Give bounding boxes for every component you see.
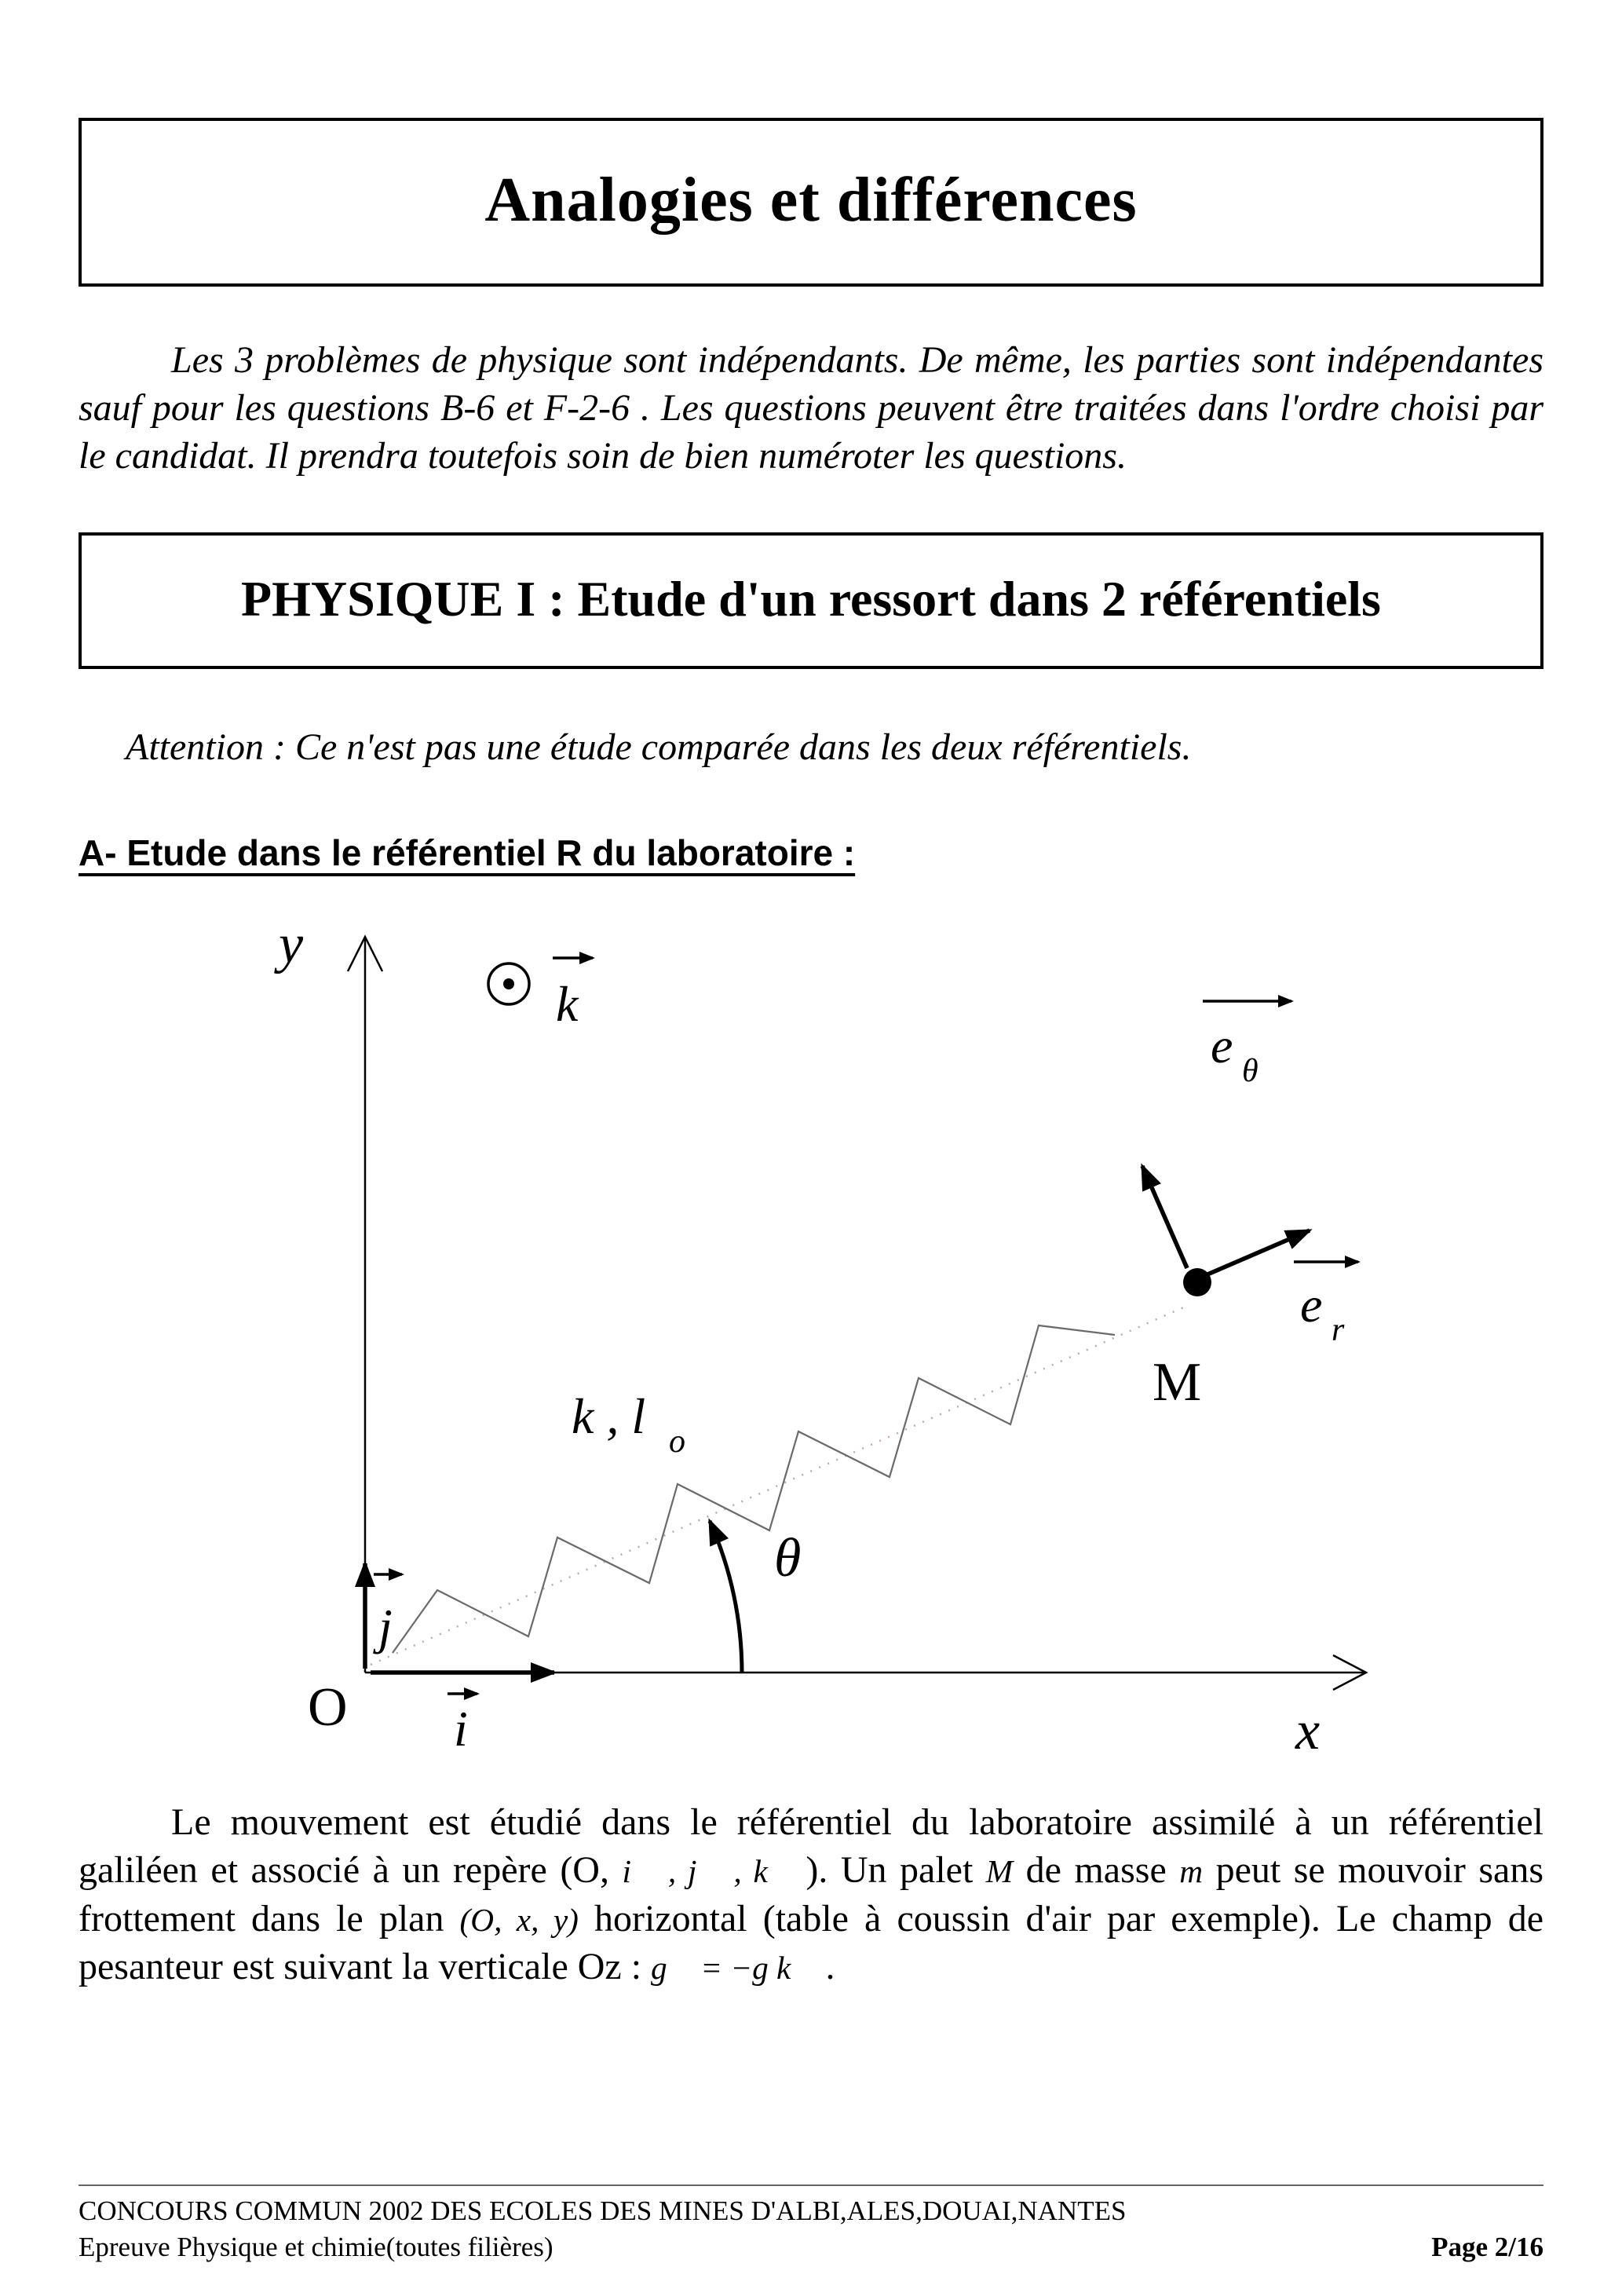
k-vector-label: k <box>556 975 579 1032</box>
gravity-math: g⃗ = −g k⃗ <box>651 1950 816 1987</box>
par-text-6: . <box>816 1946 835 1988</box>
spring-constant-label: k , l <box>572 1387 646 1444</box>
er-subscript: r <box>1332 1311 1345 1348</box>
description-paragraph <box>79 1798 1543 1991</box>
mass-symbol: M <box>985 1853 1014 1890</box>
etheta-vector <box>1142 1166 1187 1268</box>
mass-label: M <box>1153 1351 1202 1413</box>
etheta-subscript: θ <box>1242 1052 1259 1089</box>
spring-axis-dotted-line <box>371 1306 1187 1665</box>
spring <box>393 1325 1115 1653</box>
par-text-3: de masse <box>1013 1849 1180 1892</box>
page-footer <box>79 2184 1543 2263</box>
part-a-heading: A- Etude dans le référentiel R du laboratoire : <box>79 832 856 873</box>
spring-length-subscript: o <box>669 1423 685 1460</box>
par-text-4: peut se mouvoir sans frottement dans le plan <box>79 1849 1543 1940</box>
x-axis-label: x <box>1295 1700 1321 1761</box>
origin-label: O <box>308 1676 348 1738</box>
y-axis-label: y <box>279 913 304 974</box>
physics1-title: PHYSIQUE I : Etude d'un ressort dans 2 référentiels <box>241 570 1381 627</box>
diagram-canvas <box>79 891 1543 1794</box>
repere-math: i⃗ , j⃗ , k⃗ <box>622 1853 793 1890</box>
spring-diagram <box>79 891 1543 1798</box>
footer-row <box>79 2232 1543 2263</box>
etheta-label: e <box>1211 1017 1233 1073</box>
k-out-of-plane-dot <box>503 978 514 989</box>
main-title-box <box>79 118 1543 287</box>
footer-line1: CONCOURS COMMUN 2002 DES ECOLES DES MINES D'ALBI,ALES,DOUAI,NANTES <box>79 2195 1127 2226</box>
er-label: e <box>1300 1276 1323 1333</box>
par-text-5: horizontal (table à coussin d'air par exemple). Le champ de pesanteur est suivant la verticale Oz : <box>79 1897 1543 1988</box>
plane-math: (O, x, y) <box>459 1901 579 1938</box>
j-vector-label: j <box>378 1598 393 1654</box>
page-number: Page 2/16 <box>1431 2232 1543 2262</box>
attention-note: Attention : Ce n'est pas une étude comparée dans les deux référentiels. <box>126 726 1192 768</box>
par-text-1: Le mouvement est étudié dans le référentiel du laboratoire assimilé à un référentiel galiléen et associé à un repère (O, <box>79 1801 1543 1892</box>
par-text-2: ). Un palet <box>792 1849 986 1892</box>
er-vector <box>1207 1230 1310 1274</box>
i-vector-label: i <box>454 1700 468 1757</box>
intro-paragraph: Les 3 problèmes de physique sont indépendants. De même, les parties sont indépendantes sauf pour les questions B-6 et F-2-6 . Les questions peuvent être traitées dans l'ordre choisi par le candidat. Il prendra toutefois soin de bien numéroter les questions. <box>79 339 1543 477</box>
theta-angle-arc <box>710 1521 742 1673</box>
main-title: Analogies et différences <box>484 166 1138 235</box>
mass-value-symbol: m <box>1179 1853 1204 1890</box>
physics1-title-box <box>79 532 1543 669</box>
theta-label: θ <box>774 1527 802 1589</box>
footer-line2: Epreuve Physique et chimie(toutes filières) <box>79 2232 553 2262</box>
